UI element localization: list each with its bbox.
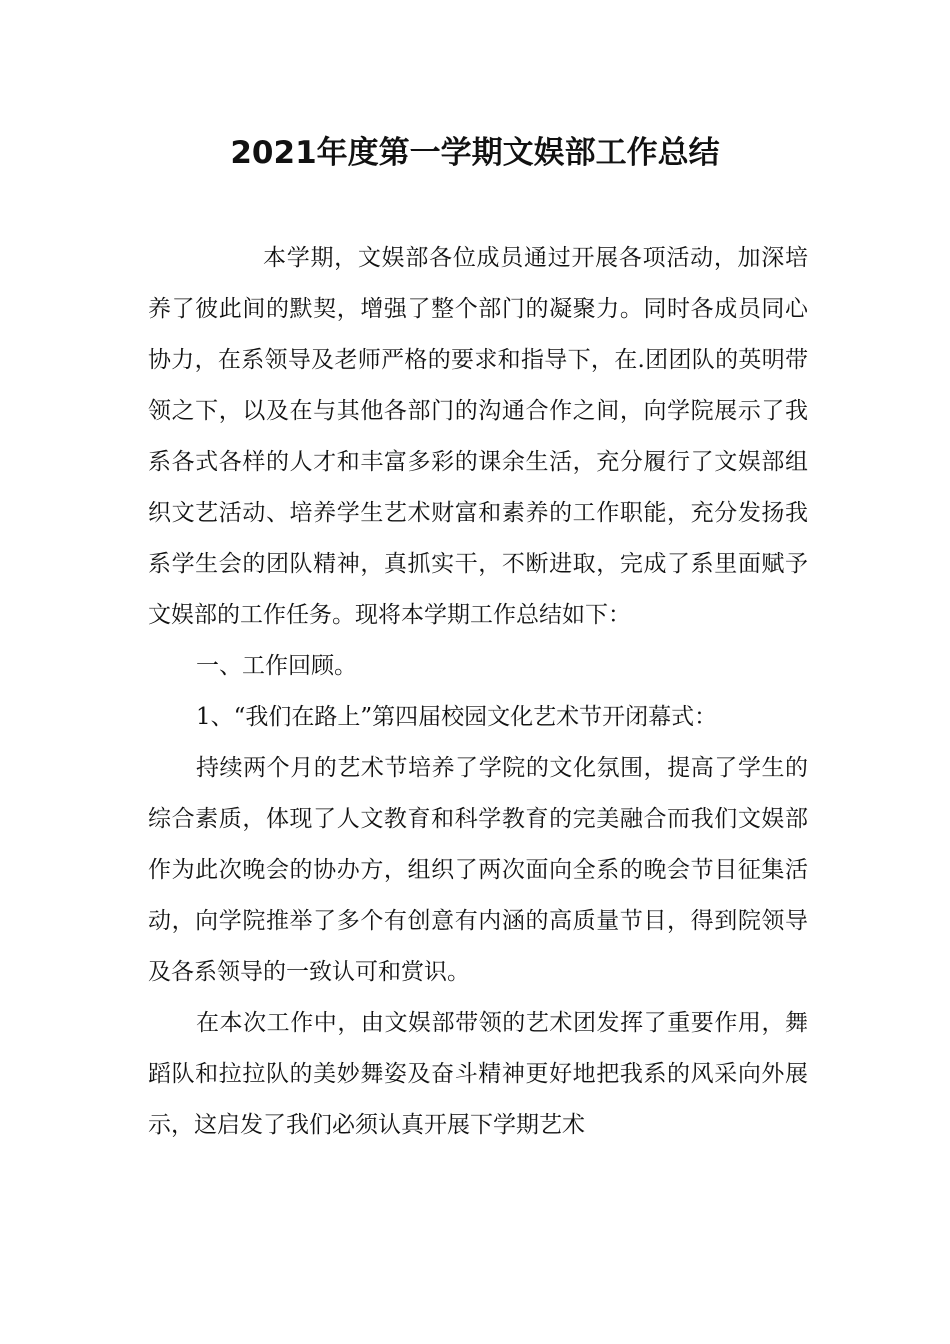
paragraph-art-festival: 持续两个月的艺术节培养了学院的文化氛围，提高了学生的综合素质，体现了人文教育和科学教育的完美融合而我们文娱部作为此次晚会的协办方，组织了两次面向全系的晚会节目征集活动，向学院推举了多个有创意有内涵的高质量节目，得到院领导及各系领导的一致认可和赏识。 [148,755,808,985]
item-heading-art-festival: 1、“我们在路上”第四届校园文化艺术节开闭幕式： [196,704,718,730]
document-body [148,233,808,1151]
paragraph-intro: 本学期，文娱部各位成员通过开展各项活动，加深培养了彼此间的默契，增强了整个部门的凝聚力。同时各成员同心协力，在系领导及老师严格的要求和指导下，在.团团队的英明带领之下，以及在与其他各部门的沟通合作之间，向学院展示了我系各式各样的人才和丰富多彩的课余生活，充分履行了文娱部组织文艺活动、培养学生艺术财富和素养的工作职能，充分发扬我系学生会的团队精神，真抓实干，不断进取，完成了系里面赋予文娱部的工作任务。现将本学期工作总结如下： [148,245,808,628]
document-title: 2021年度第一学期文娱部工作总结 [230,135,720,171]
section-heading-review: 一、工作回顾。 [196,653,357,679]
paragraph-art-troupe: 在本次工作中，由文娱部带领的艺术团发挥了重要作用，舞蹈队和拉拉队的美妙舞姿及奋斗精神更好地把我系的风采向外展示，这启发了我们必须认真开展下学期艺术 [148,1010,808,1138]
